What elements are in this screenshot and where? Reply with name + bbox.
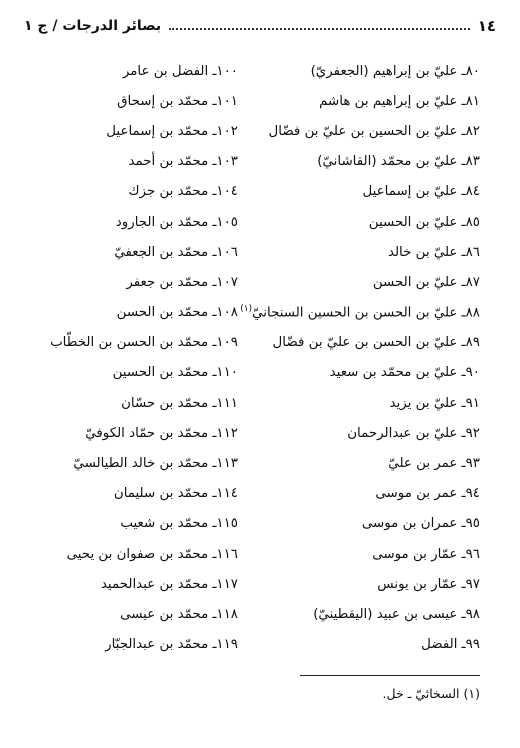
list-row <box>40 177 480 207</box>
page-header <box>24 14 496 38</box>
narrator-name: ٩٣ـ عمر بن عليّ <box>388 456 480 472</box>
footnote-reference: (١) <box>240 304 253 315</box>
list-item-right <box>252 64 480 79</box>
list-row <box>40 116 480 146</box>
list-item-right <box>252 245 480 260</box>
list-item-right <box>252 94 480 109</box>
list-item-right <box>252 456 480 471</box>
list-item-left: ١٠٢ـ محمّد بن إسماعيل <box>106 123 238 139</box>
narrator-name: ٩٨ـ عيسى بن عبيد (اليقطينيّ) <box>313 606 480 622</box>
narrator-name: ٩٤ـ عمر بن موسى <box>375 486 480 502</box>
narrator-name: ٨٢ـ عليّ بن الحسين بن عليّ بن فضّال <box>268 123 480 139</box>
list-row <box>40 388 480 418</box>
list-row <box>40 298 480 328</box>
list-item-right <box>252 607 480 622</box>
narrator-name: ٩٠ـ عليّ بن محمّد بن سعيد <box>329 365 480 381</box>
list-item-left: ١١٢ـ محمّد بن حمّاد الكوفيّ <box>85 425 238 441</box>
list-item-right <box>252 577 480 592</box>
narrator-name: ٩٩ـ الفضل <box>421 637 480 653</box>
header-dotted-leader <box>169 28 470 30</box>
list-item-left: ١١٣ـ محمّد بن خالد الطيالسيّ <box>73 456 238 472</box>
list-item-left: ١٠٤ـ محمّد بن جزك <box>128 184 238 200</box>
narrator-name: ٩٧ـ عمّار بن يونس <box>377 576 480 592</box>
narrator-name: ٨٦ـ عليّ بن خالد <box>387 244 480 260</box>
narrator-name: ٨٧ـ عليّ بن الحسن <box>372 274 480 290</box>
narrator-name: ٨٠ـ عليّ بن إبراهيم (الجعفريّ) <box>310 63 480 79</box>
narrator-name: ٨٩ـ عليّ بن الحسن بن عليّ بن فضّال <box>272 335 480 351</box>
list-row <box>40 207 480 237</box>
list-row <box>40 358 480 388</box>
list-item-left: ١٠٣ـ محمّد بن أحمد <box>128 154 238 170</box>
narrator-name: ٩١ـ عليّ بن يزيد <box>389 395 480 411</box>
narrator-name: ٨٥ـ عليّ بن الحسين <box>368 214 480 230</box>
list-item-left: ١١٦ـ محمّد بن صفوان بن يحيى <box>66 546 238 562</box>
list-row <box>40 479 480 509</box>
list-row <box>40 86 480 116</box>
page-number: ١٤ <box>477 17 496 35</box>
list-row <box>40 147 480 177</box>
narrator-name: ٩٦ـ عمّار بن موسى <box>372 546 480 562</box>
list-item-left: ١٠٩ـ محمّد بن الحسن بن الخطّاب <box>50 335 238 351</box>
running-title: بصائر الدرجات / ج ١ <box>24 18 162 34</box>
list-item-right <box>252 637 480 652</box>
list-row <box>40 448 480 478</box>
narrator-name: ٩٢ـ عليّ بن عبدالرحمان <box>347 425 480 441</box>
list-item-right <box>252 184 480 199</box>
narrator-name: ٨١ـ عليّ بن إبراهيم بن هاشم <box>319 93 480 109</box>
footnote: (١) السخائيّ ـ خل. <box>382 686 480 701</box>
list-row <box>40 267 480 297</box>
list-item-left: ١١٩ـ محمّد بن عبدالجبّار <box>105 637 238 653</box>
list-item-right <box>240 304 480 321</box>
list-item-right <box>252 215 480 230</box>
footnote-separator <box>300 675 480 676</box>
list-item-right <box>252 426 480 441</box>
list-item-left: ١٠٠ـ الفضل بن عامر <box>122 63 238 79</box>
list-item-right <box>252 486 480 501</box>
list-row <box>40 328 480 358</box>
list-item-right <box>252 365 480 380</box>
narrator-name: ٨٨ـ عليّ بن الحسن بن الحسين السنجانيّ <box>252 305 480 321</box>
list-row <box>40 599 480 629</box>
list-row <box>40 509 480 539</box>
list-item-left: ١١٨ـ محمّد بن عيسى <box>120 606 238 622</box>
narrator-name: ٨٣ـ عليّ بن محمّد (القاشانيّ) <box>317 154 480 170</box>
list-item-left: ١١٠ـ محمّد بن الحسين <box>112 365 238 381</box>
list-item-left: ١١٤ـ محمّد بن سليمان <box>113 486 238 502</box>
list-item-left: ١٠٧ـ محمّد بن جعفر <box>126 274 238 290</box>
list-item-right <box>252 124 480 139</box>
list-item-left: ١١٥ـ محمّد بن شعيب <box>120 516 238 532</box>
narrator-name: ٨٤ـ عليّ بن إسماعيل <box>362 184 480 200</box>
narrator-list <box>40 56 480 660</box>
list-row <box>40 418 480 448</box>
list-row <box>40 237 480 267</box>
list-item-left: ١١٧ـ محمّد بن عبدالحميد <box>100 576 238 592</box>
list-row <box>40 539 480 569</box>
list-row <box>40 630 480 660</box>
list-item-right <box>252 396 480 411</box>
list-item-left: ١٠٦ـ محمّد بن الجعفيّ <box>114 244 238 260</box>
list-row <box>40 56 480 86</box>
list-item-left: ١٠٨ـ محمّد بن الحسن <box>116 305 238 321</box>
list-item-left: ١٠٥ـ محمّد بن الجارود <box>115 214 238 230</box>
list-item-left: ١١١ـ محمّد بن حسّان <box>121 395 238 411</box>
list-item-left: ١٠١ـ محمّد بن إسحاق <box>117 93 238 109</box>
narrator-name: ٩٥ـ عمران بن موسى <box>361 516 480 532</box>
list-item-right <box>252 275 480 290</box>
list-item-right <box>252 516 480 531</box>
list-item-right <box>252 547 480 562</box>
list-item-right <box>252 154 480 169</box>
list-row <box>40 569 480 599</box>
list-item-right <box>252 335 480 350</box>
